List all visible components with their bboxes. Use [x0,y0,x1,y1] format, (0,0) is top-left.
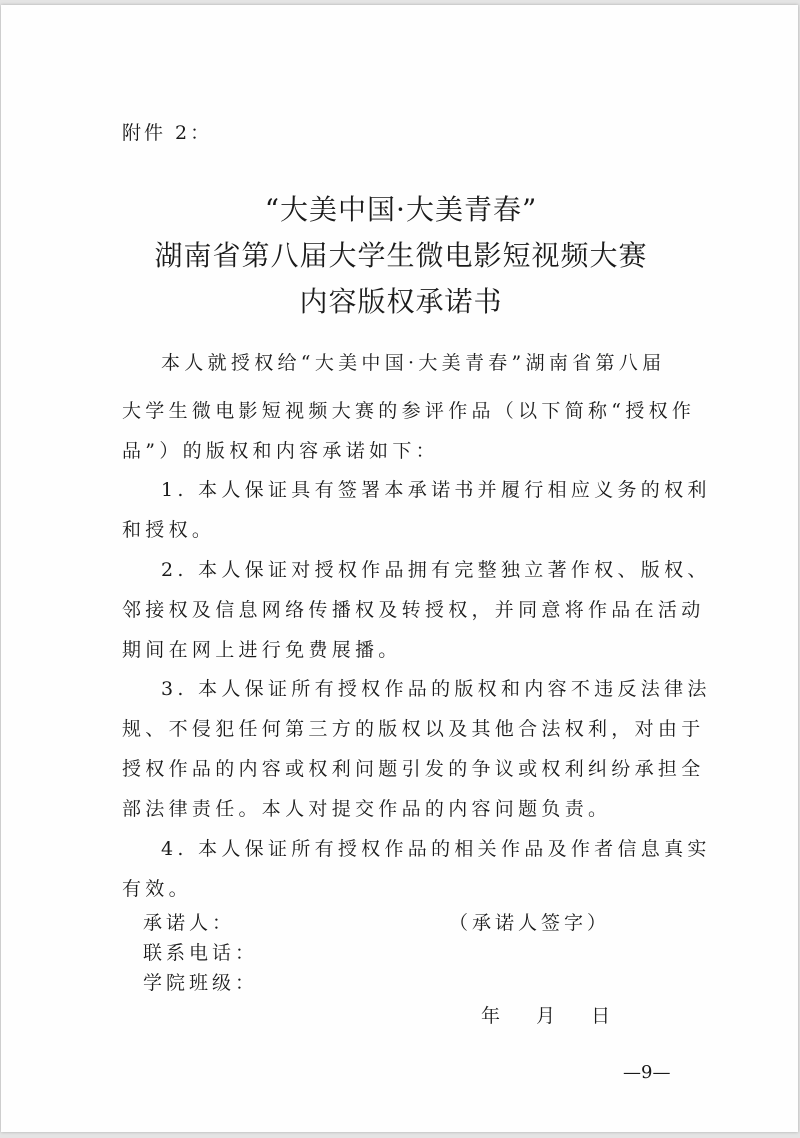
intro-line: 大学生微电影短视频大赛的参评作品（以下简称“授权作 [122,400,696,422]
clause-3-line: 规、不侵犯任何第三方的版权以及其他合法权利，对由于 [122,718,705,740]
page-number: —9— [623,1062,671,1083]
clause-1-line: 1. 本人保证具有签署本承诺书并履行相应义务的权利 [161,479,711,501]
clause-3-line: 授权作品的内容或权利问题引发的争议或权利纠纷承担全 [122,758,705,780]
clause-3-line: 3. 本人保证所有授权作品的版权和内容不违反法律法 [161,678,711,700]
clause-4-line: 4. 本人保证所有授权作品的相关作品及作者信息真实 [161,838,711,860]
date-day: 日 [591,1005,611,1027]
promisor-label: 承诺人： [143,912,236,934]
clause-4-line: 有效。 [122,878,192,900]
signature-hint: （承诺人签字） [449,912,611,934]
clause-3-line: 部法律责任。本人对提交作品的内容问题负责。 [122,798,612,820]
attachment-label: 附件 2： [122,122,213,144]
college-class-label: 学院班级： [143,972,259,994]
title-contest: 湖南省第八届大学生微电影短视频大赛 [154,239,648,272]
clause-1-line: 和授权。 [122,519,216,541]
title-document: 内容版权承诺书 [299,285,503,318]
date-line [481,1001,640,1028]
date-month: 月 [536,1005,556,1027]
clause-2-line: 2. 本人保证对授权作品拥有完整独立著作权、版权、 [161,559,711,581]
phone-label: 联系电话： [143,942,259,964]
clause-2-line: 邻接权及信息网络传播权及转授权，并同意将作品在活动 [122,599,705,621]
intro-line: 品”）的版权和内容承诺如下： [122,440,439,462]
intro-line: 本人就授权给“大美中国·大美青春”湖南省第八届 [161,352,666,374]
document-page [1,5,798,1132]
title-slogan: “大美中国·大美青春” [264,193,538,226]
date-year: 年 [481,1005,501,1027]
clause-2-line: 期间在网上进行免费展播。 [122,639,402,661]
